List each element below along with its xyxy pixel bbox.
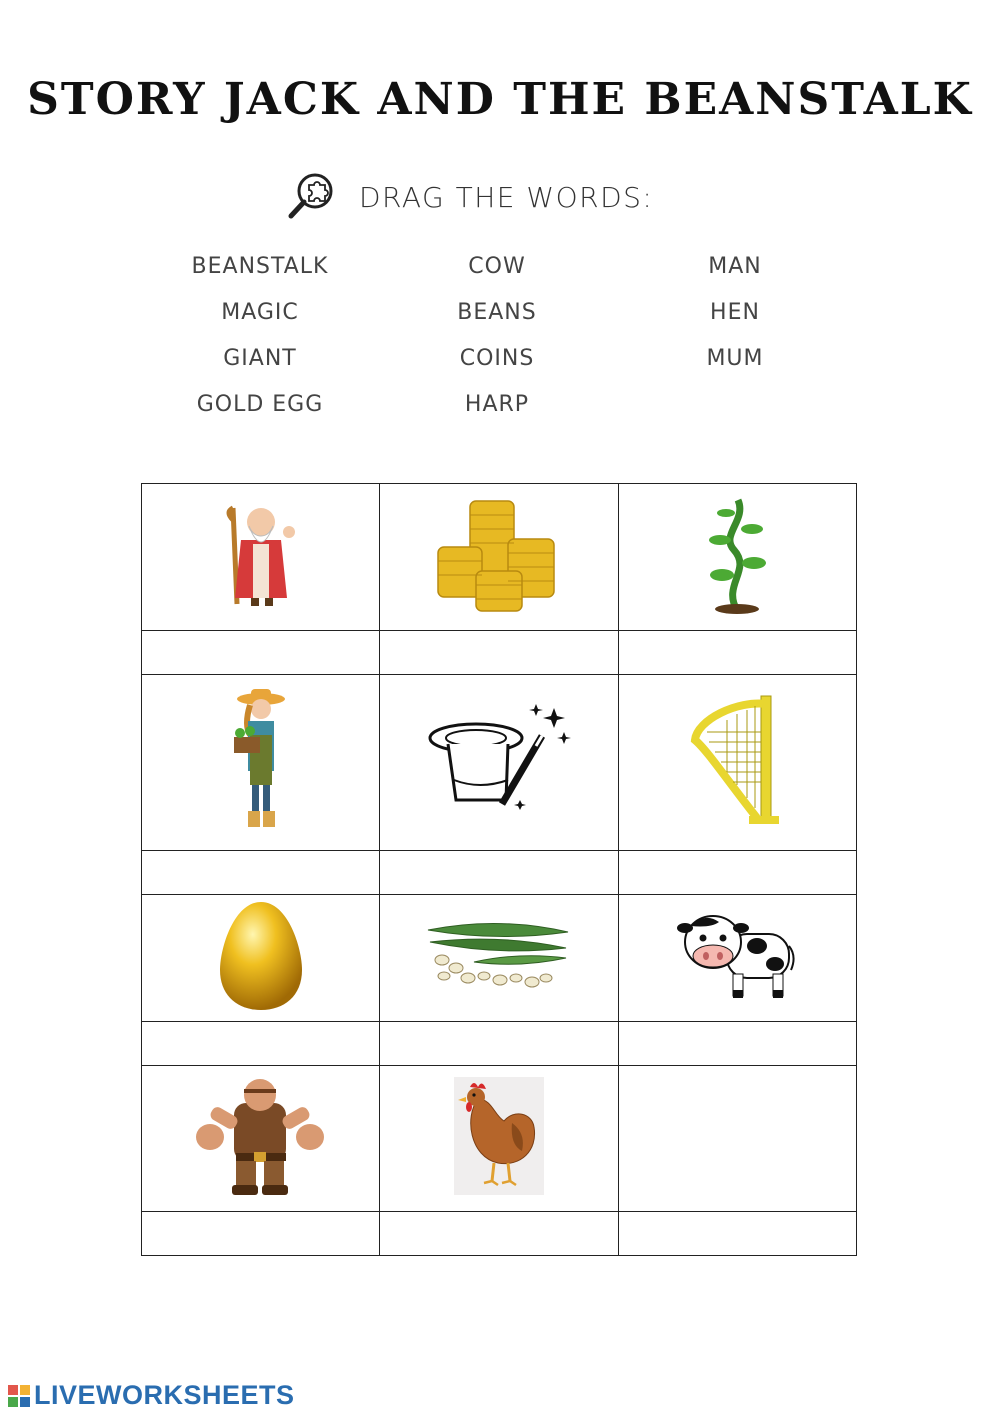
- footer: [8, 1380, 295, 1411]
- word-mum[interactable]: MUM: [706, 346, 764, 371]
- footer-brand[interactable]: LIVEWORKSHEETS: [34, 1380, 295, 1410]
- old-wizard-man-icon: [211, 500, 311, 610]
- word-cow[interactable]: COW: [468, 254, 526, 279]
- instruction-text: DRAG THE WORDS:: [359, 180, 654, 214]
- word-beanstalk[interactable]: BEANSTALK: [191, 254, 329, 279]
- gold-coins-icon: [434, 495, 564, 615]
- word-giant[interactable]: GIANT: [223, 346, 297, 371]
- picture-cell: [142, 1066, 380, 1212]
- beanstalk-icon: [702, 495, 772, 615]
- hen-icon: [454, 1077, 544, 1195]
- answer-field[interactable]: [145, 1216, 377, 1252]
- word-man[interactable]: MAN: [708, 254, 762, 279]
- picture-cell: [618, 484, 856, 631]
- instruction: [285, 172, 653, 222]
- answer-field[interactable]: [621, 635, 853, 671]
- page-title: STORY JACK AND THE BEANSTALK: [27, 74, 973, 125]
- picture-cell: [618, 895, 856, 1022]
- word-coins[interactable]: COINS: [459, 346, 535, 371]
- word-magic[interactable]: MAGIC: [221, 300, 299, 325]
- answer-field[interactable]: [621, 1026, 853, 1062]
- answer-field[interactable]: [621, 1216, 853, 1252]
- magic-hat-wand-icon: [424, 700, 574, 820]
- cow-icon: [677, 906, 797, 1006]
- picture-cell: [380, 1066, 618, 1212]
- word-gold-egg[interactable]: GOLD EGG: [196, 392, 324, 417]
- picture-cell: [380, 484, 618, 631]
- answer-field[interactable]: [383, 1216, 615, 1252]
- puzzle-magnifier-icon: [285, 171, 337, 223]
- picture-cell: [380, 895, 618, 1022]
- word-beans[interactable]: BEANS: [457, 300, 537, 325]
- picture-cell: [142, 484, 380, 631]
- picture-cell: [142, 675, 380, 851]
- golden-egg-icon: [216, 898, 306, 1013]
- liveworksheets-logo-icon: [8, 1385, 30, 1407]
- word-harp[interactable]: HARP: [464, 392, 530, 417]
- picture-cell: [618, 675, 856, 851]
- answer-field[interactable]: [145, 635, 377, 671]
- picture-cell-empty: [618, 1066, 856, 1212]
- answer-field[interactable]: [621, 855, 853, 891]
- answer-field[interactable]: [383, 635, 615, 671]
- picture-grid: [141, 483, 857, 1256]
- answer-field[interactable]: [145, 855, 377, 891]
- answer-field[interactable]: [145, 1026, 377, 1062]
- word-hen[interactable]: HEN: [710, 300, 760, 325]
- giant-icon: [196, 1075, 326, 1197]
- farmer-mum-icon: [226, 685, 296, 835]
- answer-field[interactable]: [383, 855, 615, 891]
- picture-cell: [142, 895, 380, 1022]
- picture-cell: [380, 675, 618, 851]
- golden-harp-icon: [687, 690, 787, 830]
- beans-pods-icon: [424, 916, 574, 996]
- answer-field[interactable]: [383, 1026, 615, 1062]
